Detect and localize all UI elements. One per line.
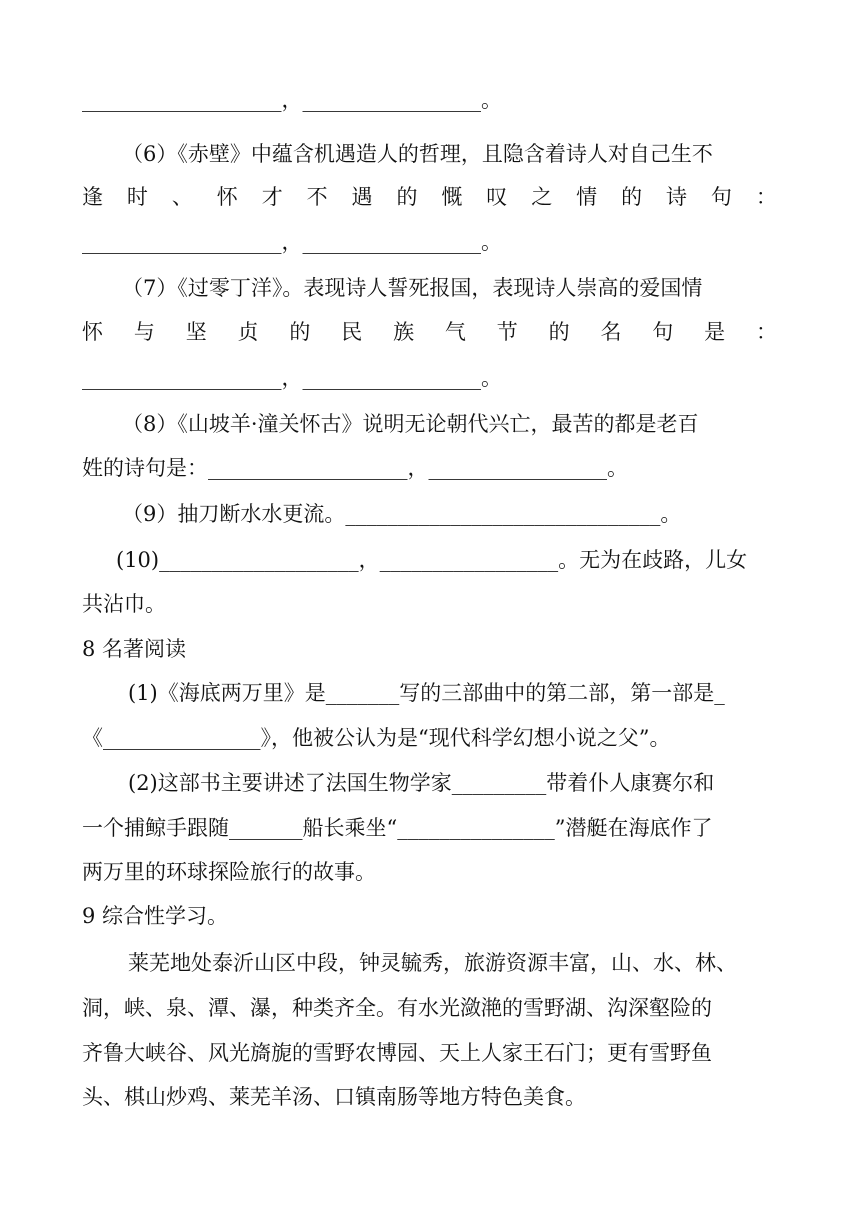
text-char: 与 [133, 320, 155, 344]
text-char: 族 [393, 320, 415, 344]
text-char: 慨 [441, 185, 463, 209]
text-char: ： [755, 185, 777, 209]
text-line: 一个捕鲸手跟随_______船长乘坐“_______________”潜艇在海底作了 [82, 816, 713, 840]
text-line: （8）《山坡羊·潼关怀古》说明无论朝代兴亡，最苦的都是老百 [122, 412, 699, 436]
text-char: 名 [600, 320, 622, 344]
text-char: 情 [576, 185, 598, 209]
text-char: 、 [171, 185, 193, 209]
text-char: 坚 [185, 320, 207, 344]
text-char: 民 [341, 320, 363, 344]
text-line: （9）抽刀断水水更流。______________________________。 [122, 502, 682, 526]
text-char: ： [755, 320, 777, 344]
text-char: 贞 [237, 320, 259, 344]
text-char: 怀 [82, 320, 103, 344]
text-char: 时 [126, 185, 148, 209]
text-char: 的 [548, 320, 570, 344]
text-line: 两万里的环球探险旅行的故事。 [82, 860, 376, 884]
text-line: ___________________，_________________。 [82, 366, 502, 390]
text-line: 头、棋山炒鸡、莱芜羊汤、口镇南肠等地方特色美食。 [82, 1085, 586, 1109]
text-line: ___________________，_________________。 [82, 88, 502, 112]
text-char: 诗 [665, 185, 687, 209]
text-char: 怀 [216, 185, 238, 209]
text-char: 气 [444, 320, 466, 344]
text-line: 《_______________》，他被公认为是“现代科学幻想小说之父”。 [82, 726, 671, 750]
text-line: ___________________，_________________。 [82, 230, 502, 254]
text-char: 逢 [82, 185, 103, 209]
text-char: 不 [306, 185, 328, 209]
text-line: 8 名著阅读 [82, 637, 187, 661]
text-line: （6）《赤壁》中蕴含机遇造人的哲理，且隐含着诗人对自己生不 [122, 142, 713, 166]
text-line: 共沾巾。 [82, 592, 166, 616]
text-line: 齐鲁大峡谷、风光旖旎的雪野农博园、天上人家王石门；更有雪野鱼 [82, 1041, 712, 1065]
text-char: 句 [652, 320, 674, 344]
text-char: 的 [621, 185, 643, 209]
text-line: (2)这部书主要讲述了法国生物学家_________带着仆人康赛尔和 [128, 771, 715, 795]
text-char: 是 [704, 320, 726, 344]
text-char: 才 [261, 185, 283, 209]
text-line: (10)___________________，_________________。无为在歧路，儿女 [116, 548, 748, 572]
text-line [82, 182, 777, 212]
text-char: 句 [710, 185, 732, 209]
text-line [82, 317, 777, 347]
text-line: 9 综合性学习。 [82, 904, 229, 928]
text-char: 遇 [351, 185, 373, 209]
text-line: (1)《海底两万里》是_______写的三部曲中的第二部，第一部是_ [128, 681, 725, 705]
text-line: 莱芜地处泰沂山区中段，钟灵毓秀，旅游资源丰富，山、水、林、 [128, 951, 737, 975]
text-char: 的 [289, 320, 311, 344]
text-line: （7）《过零丁洋》。表现诗人誓死报国，表现诗人崇高的爱国情 [122, 276, 703, 300]
text-char: 的 [396, 185, 418, 209]
text-char: 叹 [486, 185, 508, 209]
text-char: 节 [496, 320, 518, 344]
text-line: 姓的诗句是：___________________，_________________。 [82, 456, 628, 480]
text-char: 之 [531, 185, 553, 209]
text-line: 洞，峡、泉、潭、瀑，种类齐全。有水光潋滟的雪野湖、沟深壑险的 [82, 996, 712, 1020]
